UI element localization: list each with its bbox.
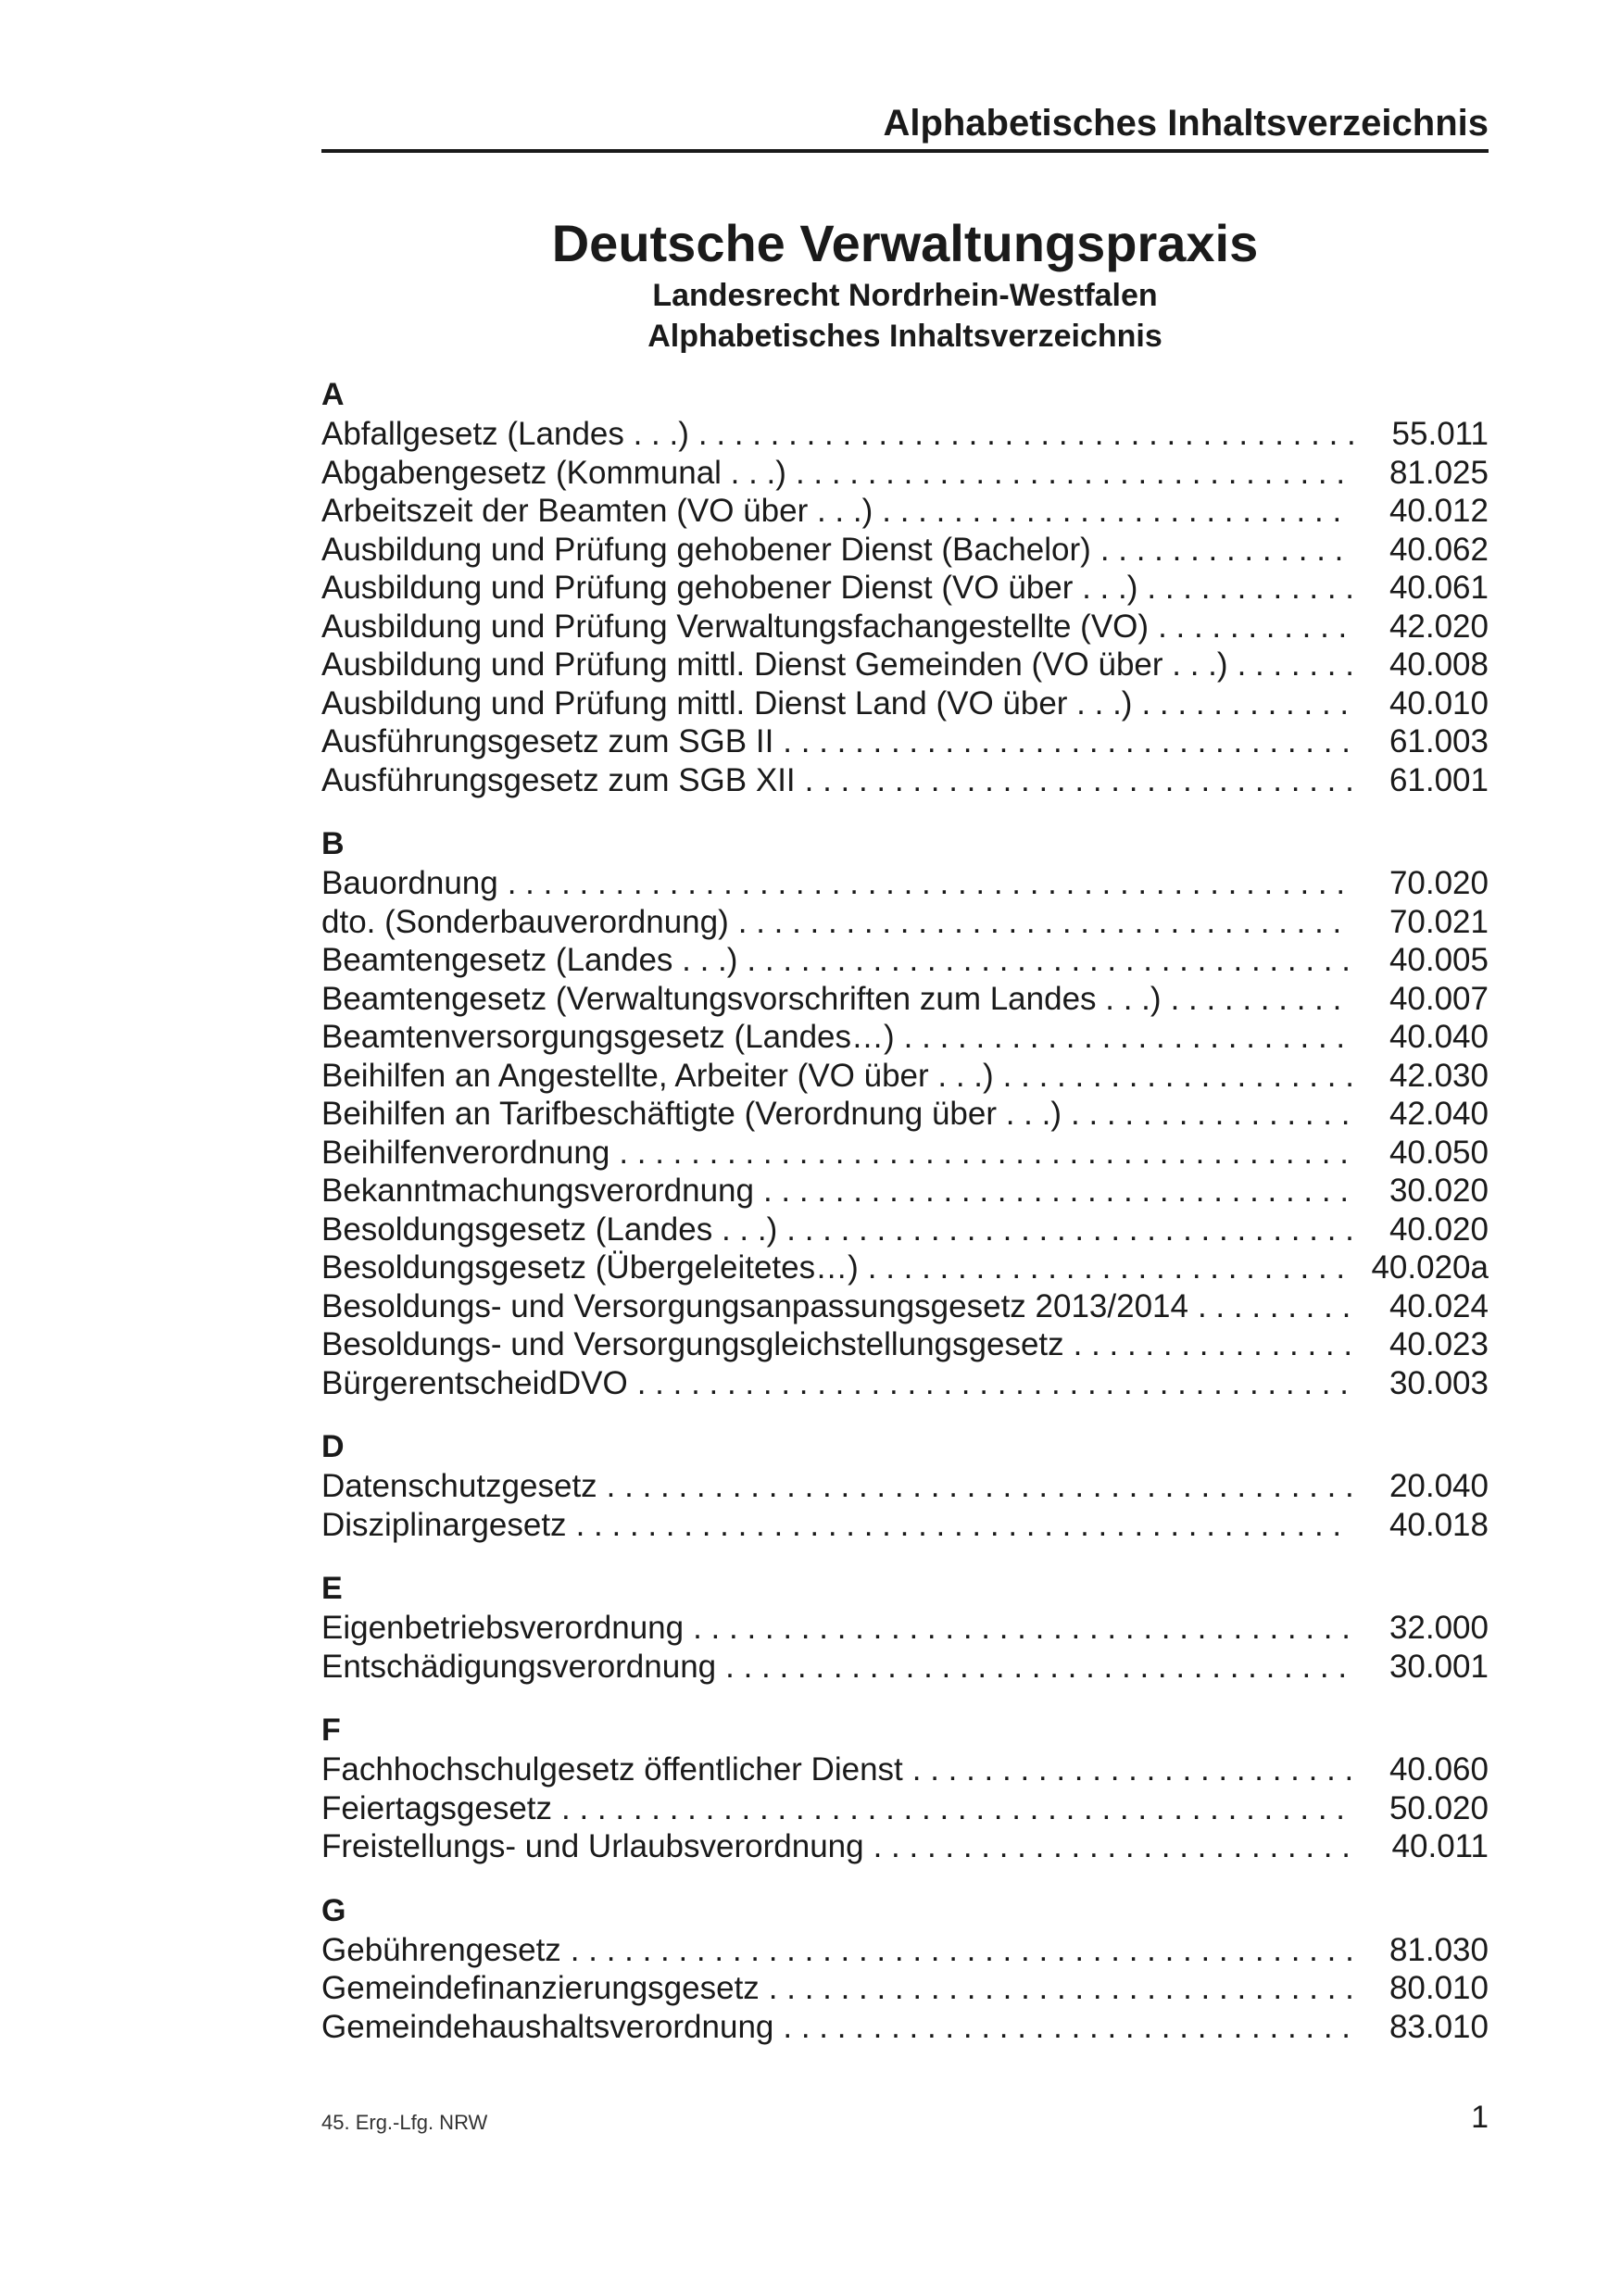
entry-reference-number: 40.050 xyxy=(1389,1134,1489,1171)
entry-reference-number: 70.020 xyxy=(1389,865,1489,901)
entry-label: Besoldungs- und Versorgungsgleichstellungsgesetz xyxy=(321,1326,1064,1362)
toc-entry xyxy=(321,1789,1489,1828)
dot-leader xyxy=(786,1211,1353,1249)
entry-label: Freistellungs- und Urlaubsverordnung xyxy=(321,1828,864,1864)
toc-entry xyxy=(321,1134,1489,1173)
toc-entry xyxy=(321,531,1489,570)
dot-leader xyxy=(571,1931,1353,1970)
dot-leader xyxy=(783,722,1353,761)
toc-entry xyxy=(321,1609,1489,1648)
section-letter: G xyxy=(321,1892,346,1928)
dot-leader xyxy=(1198,1287,1353,1326)
dot-leader xyxy=(882,492,1353,531)
entry-label: Ausführungsgesetz zum SGB II xyxy=(321,723,774,759)
page-number: 1 xyxy=(1471,2100,1489,2135)
entry-reference-number: 40.018 xyxy=(1389,1506,1489,1543)
dot-leader xyxy=(1238,646,1353,684)
toc-entry xyxy=(321,941,1489,980)
entry-reference-number: 40.007 xyxy=(1389,980,1489,1017)
entry-label: Ausbildung und Prüfung gehobener Dienst (VO über . . .) xyxy=(321,570,1138,606)
entry-label: Feiertagsgesetz xyxy=(321,1789,553,1826)
dot-leader xyxy=(1158,608,1353,646)
toc-entry xyxy=(321,1364,1489,1403)
toc-entry xyxy=(321,1248,1489,1287)
toc-entry xyxy=(321,1467,1489,1506)
entry-reference-number: 61.001 xyxy=(1389,761,1489,798)
toc-section-e xyxy=(321,1568,1489,1686)
section-letter: A xyxy=(321,377,345,412)
entry-reference-number: 40.005 xyxy=(1389,942,1489,978)
dot-leader xyxy=(698,415,1353,454)
entry-reference-number: 83.010 xyxy=(1389,2008,1489,2045)
entry-reference-number: 40.061 xyxy=(1389,570,1489,606)
entry-label: Besoldungs- und Versorgungsanpassungsgesetz 2013/2014 xyxy=(321,1287,1188,1324)
entry-label: Ausbildung und Prüfung mittl. Dienst Land (VO über . . .) xyxy=(321,684,1133,721)
toc-entry xyxy=(321,1325,1489,1364)
entry-reference-number: 32.000 xyxy=(1389,1610,1489,1646)
entry-reference-number: 50.020 xyxy=(1389,1789,1489,1826)
entry-reference-number: 40.060 xyxy=(1389,1751,1489,1788)
entry-reference-number: 40.040 xyxy=(1389,1019,1489,1055)
entry-label: Disziplinargesetz xyxy=(321,1506,567,1543)
entry-label: Datenschutzgesetz xyxy=(321,1468,597,1504)
toc-entry xyxy=(321,980,1489,1019)
toc-entry xyxy=(321,903,1489,942)
dot-leader xyxy=(873,1827,1353,1866)
dot-leader xyxy=(912,1750,1353,1789)
toc-entry xyxy=(321,1018,1489,1057)
dot-leader xyxy=(904,1018,1353,1057)
entry-label: Entschädigungsverordnung xyxy=(321,1648,717,1685)
header-rule xyxy=(321,149,1489,153)
entry-label: BürgerentscheidDVO xyxy=(321,1364,628,1401)
toc-entry xyxy=(321,569,1489,608)
toc-entry xyxy=(321,722,1489,761)
document-subtitle-index: Alphabetisches Inhaltsverzeichnis xyxy=(647,319,1162,354)
entry-label: dto. (Sonderbauverordnung) xyxy=(321,903,729,940)
entry-label: Gebührengesetz xyxy=(321,1931,561,1968)
entry-reference-number: 42.040 xyxy=(1389,1096,1489,1132)
document-subtitle-region: Landesrecht Nordrhein-Westfalen xyxy=(652,278,1158,313)
toc-section-b xyxy=(321,823,1489,1402)
entry-reference-number: 40.008 xyxy=(1389,646,1489,683)
entry-reference-number: 80.010 xyxy=(1389,1970,1489,2006)
dot-leader xyxy=(561,1789,1353,1828)
toc-entry xyxy=(321,1095,1489,1134)
entry-label: Arbeitszeit der Beamten (VO über . . .) xyxy=(321,493,873,529)
toc-entry xyxy=(321,761,1489,800)
running-header-title: Alphabetisches Inhaltsverzeichnis xyxy=(883,103,1489,144)
toc-entry xyxy=(321,864,1489,903)
entry-reference-number: 40.023 xyxy=(1389,1326,1489,1362)
toc-entry xyxy=(321,684,1489,723)
entry-label: Abgabengesetz (Kommunal . . .) xyxy=(321,454,786,491)
entry-label: Beihilfen an Angestellte, Arbeiter (VO über . . .) xyxy=(321,1057,994,1094)
dot-leader xyxy=(1003,1057,1353,1096)
entry-label: Ausbildung und Prüfung mittl. Dienst Gemeinden (VO über . . .) xyxy=(321,646,1228,683)
dot-leader xyxy=(868,1248,1353,1287)
dot-leader xyxy=(747,941,1353,980)
toc-entry xyxy=(321,454,1489,493)
entry-reference-number: 81.025 xyxy=(1389,454,1489,491)
toc-entry xyxy=(321,415,1489,454)
document-title: Deutsche Verwaltungspraxis xyxy=(551,214,1259,272)
entry-label: Gemeindehaushaltsverordnung xyxy=(321,2008,774,2045)
section-letter: F xyxy=(321,1713,341,1748)
entry-label: Abfallgesetz (Landes . . .) xyxy=(321,416,689,452)
toc-entry xyxy=(321,1057,1489,1096)
dot-leader xyxy=(763,1172,1353,1211)
toc-entry xyxy=(321,646,1489,684)
entry-reference-number: 61.003 xyxy=(1389,723,1489,759)
dot-leader xyxy=(576,1506,1353,1545)
toc-entry xyxy=(321,1648,1489,1687)
dot-leader xyxy=(508,864,1353,903)
section-letter: E xyxy=(321,1571,343,1606)
entry-reference-number: 55.011 xyxy=(1391,416,1489,452)
dot-leader xyxy=(1074,1325,1353,1364)
dot-leader xyxy=(738,903,1353,942)
dot-leader xyxy=(693,1609,1353,1648)
entry-label: Ausbildung und Prüfung gehobener Dienst (Bachelor) xyxy=(321,531,1091,568)
section-letter: B xyxy=(321,826,345,861)
toc-section-d xyxy=(321,1426,1489,1544)
dot-leader xyxy=(607,1467,1353,1506)
entry-reference-number: 40.010 xyxy=(1389,684,1489,721)
entry-label: Ausführungsgesetz zum SGB XII xyxy=(321,761,796,798)
entry-label: Fachhochschulgesetz öffentlicher Dienst xyxy=(321,1751,903,1788)
entry-reference-number: 42.030 xyxy=(1389,1057,1489,1094)
toc-section-a xyxy=(321,374,1489,799)
dot-leader xyxy=(619,1134,1353,1173)
toc-entry xyxy=(321,1969,1489,2008)
entry-label: Gemeindefinanzierungsgesetz xyxy=(321,1970,760,2006)
dot-leader xyxy=(783,2008,1353,2047)
dot-leader xyxy=(796,454,1353,493)
entry-label: Ausbildung und Prüfung Verwaltungsfachangestellte (VO) xyxy=(321,608,1150,645)
toc-entry xyxy=(321,1931,1489,1970)
entry-reference-number: 42.020 xyxy=(1389,608,1489,645)
entry-label: Beamtengesetz (Verwaltungsvorschriften zum Landes . . .) xyxy=(321,980,1162,1017)
toc-entry xyxy=(321,1172,1489,1211)
toc-entry xyxy=(321,1287,1489,1326)
entry-reference-number: 40.024 xyxy=(1389,1287,1489,1324)
entry-reference-number: 40.020a xyxy=(1371,1249,1489,1286)
toc-entry xyxy=(321,1211,1489,1249)
dot-leader xyxy=(1171,980,1353,1019)
dot-leader xyxy=(725,1648,1353,1687)
entry-label: Bauordnung xyxy=(321,865,498,901)
entry-label: Besoldungsgesetz (Landes . . .) xyxy=(321,1211,778,1248)
entry-reference-number: 30.003 xyxy=(1389,1364,1489,1401)
dot-leader xyxy=(805,761,1353,800)
entry-label: Beihilfenverordnung xyxy=(321,1134,610,1171)
entry-reference-number: 40.020 xyxy=(1389,1211,1489,1248)
toc-entry xyxy=(321,1506,1489,1545)
entry-label: Beamtengesetz (Landes . . .) xyxy=(321,942,738,978)
entry-reference-number: 20.040 xyxy=(1389,1468,1489,1504)
entry-reference-number: 40.062 xyxy=(1389,531,1489,568)
toc-section-g xyxy=(321,1890,1489,2047)
toc-section-f xyxy=(321,1710,1489,1866)
dot-leader xyxy=(1071,1095,1353,1134)
toc-entry xyxy=(321,492,1489,531)
entry-label: Bekanntmachungsverordnung xyxy=(321,1173,754,1209)
toc-entry xyxy=(321,608,1489,646)
entry-reference-number: 81.030 xyxy=(1389,1931,1489,1968)
dot-leader xyxy=(637,1364,1353,1403)
entry-reference-number: 40.012 xyxy=(1389,493,1489,529)
toc-entry xyxy=(321,1750,1489,1789)
entry-label: Beihilfen an Tarifbeschäftigte (Verordnung über . . .) xyxy=(321,1096,1062,1132)
toc-entry xyxy=(321,2008,1489,2047)
supplement-label: 45. Erg.-Lfg. NRW xyxy=(321,2111,488,2134)
entry-label: Eigenbetriebsverordnung xyxy=(321,1610,685,1646)
entry-reference-number: 40.011 xyxy=(1391,1828,1489,1864)
dot-leader xyxy=(769,1969,1353,2008)
entry-label: Beamtenversorgungsgesetz (Landes…) xyxy=(321,1019,895,1055)
table-of-contents xyxy=(321,374,1489,2046)
dot-leader xyxy=(1100,531,1353,570)
entry-label: Besoldungsgesetz (Übergeleitetes…) xyxy=(321,1249,859,1286)
dot-leader xyxy=(1147,569,1353,608)
entry-reference-number: 70.021 xyxy=(1389,903,1489,940)
entry-reference-number: 30.001 xyxy=(1389,1648,1489,1685)
section-letter: D xyxy=(321,1429,345,1464)
entry-reference-number: 30.020 xyxy=(1389,1173,1489,1209)
toc-entry xyxy=(321,1827,1489,1866)
dot-leader xyxy=(1141,684,1353,723)
